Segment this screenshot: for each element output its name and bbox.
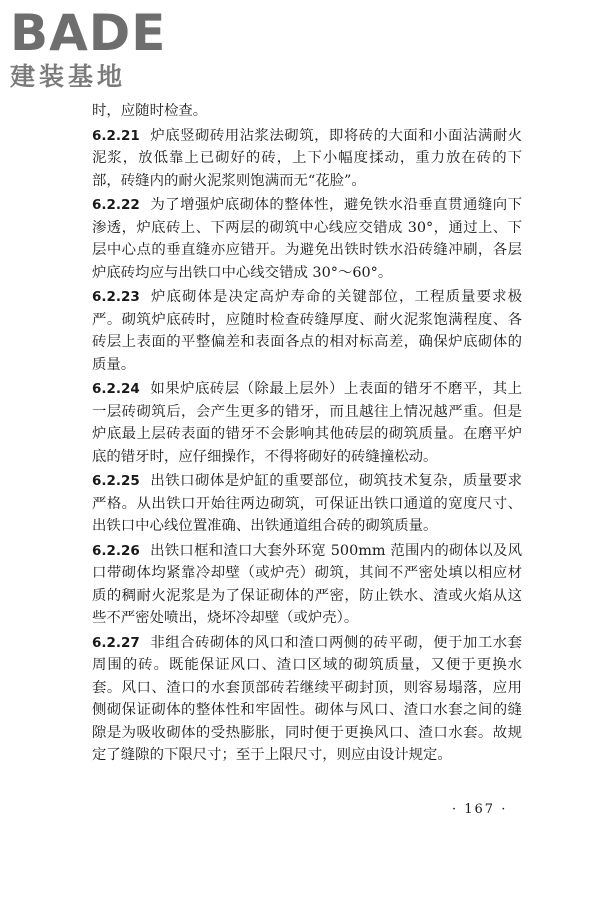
- clause-6-2-27: [92, 632, 522, 767]
- document-body: [92, 100, 522, 767]
- clause-number: 6.2.27: [92, 634, 140, 651]
- clause-number: 6.2.21: [92, 127, 140, 144]
- clause-6-2-23: [92, 286, 522, 376]
- clause-text: 出铁口框和渣口大套外环宽 500mm 范围内的砌体以及风口带砌体均紧靠冷却壁（或炉壳）砌筑，其间不严密处填以相应材质的稠耐火泥浆是为了保证砌体的严密，防止铁水、渣或火焰从这些不严密处喷出，烧坏冷却壁（或炉壳）。: [92, 542, 522, 626]
- clause-6-2-24: [92, 378, 522, 468]
- clause-6-2-22: [92, 194, 522, 284]
- logo-mark: BADE: [10, 4, 167, 62]
- clause-text: 非组合砖砌体的风口和渣口两侧的砖平砌，便于加工水套周围的砖。既能保证风口、渣口区域的砌筑质量，又便于更换水套。风口、渣口的水套顶部砖若继续平砌封顶，则容易塌落，应用侧砌保证砌体的整体性和牢固性。砌体与风口、渣口水套之间的缝隙是为吸收砌体的受热膨胀，同时便于更换风口、渣口水套。故规定了缝隙的下限尺寸；至于上限尺寸，则应由设计规定。: [92, 634, 522, 763]
- clause-text: 炉底竖砌砖用沾浆法砌筑，即将砖的大面和小面沾满耐火泥浆，放低靠上已砌好的砖，上下小幅度揉动，重力放在砖的下部，砖缝内的耐火泥浆则饱满而无“花脸”。: [92, 127, 522, 189]
- bade-logo: [10, 4, 180, 92]
- clause-6-2-21: [92, 125, 522, 193]
- clause-6-2-25: [92, 470, 522, 538]
- clause-number: 6.2.22: [92, 197, 140, 213]
- page-number: · 167 ·: [452, 802, 508, 817]
- logo-subtitle: 建装基地: [10, 62, 127, 91]
- clause-text: 炉底砌体是决定高炉寿命的关键部位，工程质量要求极严。砌筑炉底砖时，应随时检查砖缝厚度、耐火泥浆饱满程度、各砖层上表面的平整偏差和表面各点的相对标高差，确保炉底砌体的质量。: [92, 289, 522, 373]
- clause-number: 6.2.25: [92, 473, 140, 489]
- clause-text: 出铁口砌体是炉缸的重要部位，砌筑技术复杂，质量要求严格。从出铁口开始往两边砌筑，可保证出铁口通道的宽度尺寸、出铁口中心线位置准确、出铁通道组合砖的砌筑质量。: [92, 473, 522, 534]
- clause-number: 6.2.23: [92, 289, 140, 305]
- clause-6-2-26: [92, 540, 522, 630]
- lead-line: 时，应随时检查。: [92, 103, 208, 119]
- clause-text: 如果炉底砖层（除最上层外）上表面的错牙不磨平，其上一层砖砌筑后，会产生更多的错牙，而且越往上情况越严重。但是炉底最上层砖表面的错牙不会影响其他砖层的砌筑质量。在磨平炉底的错牙时，应仔细操作，不得将砌好的砖缝撞松动。: [92, 381, 522, 465]
- clause-text: 为了增强炉底砌体的整体性，避免铁水沿垂直贯通缝向下渗透，炉底砖上、下两层的砌筑中心线应交错成 30°，通过上、下层中心点的垂直缝亦应错开。为避免出铁时铁水沿砖缝冲刷，各层炉底砖均应与出铁口中心线交错成 30°～60°。: [92, 197, 522, 281]
- clause-number: 6.2.24: [92, 381, 140, 397]
- clause-number: 6.2.26: [92, 542, 140, 559]
